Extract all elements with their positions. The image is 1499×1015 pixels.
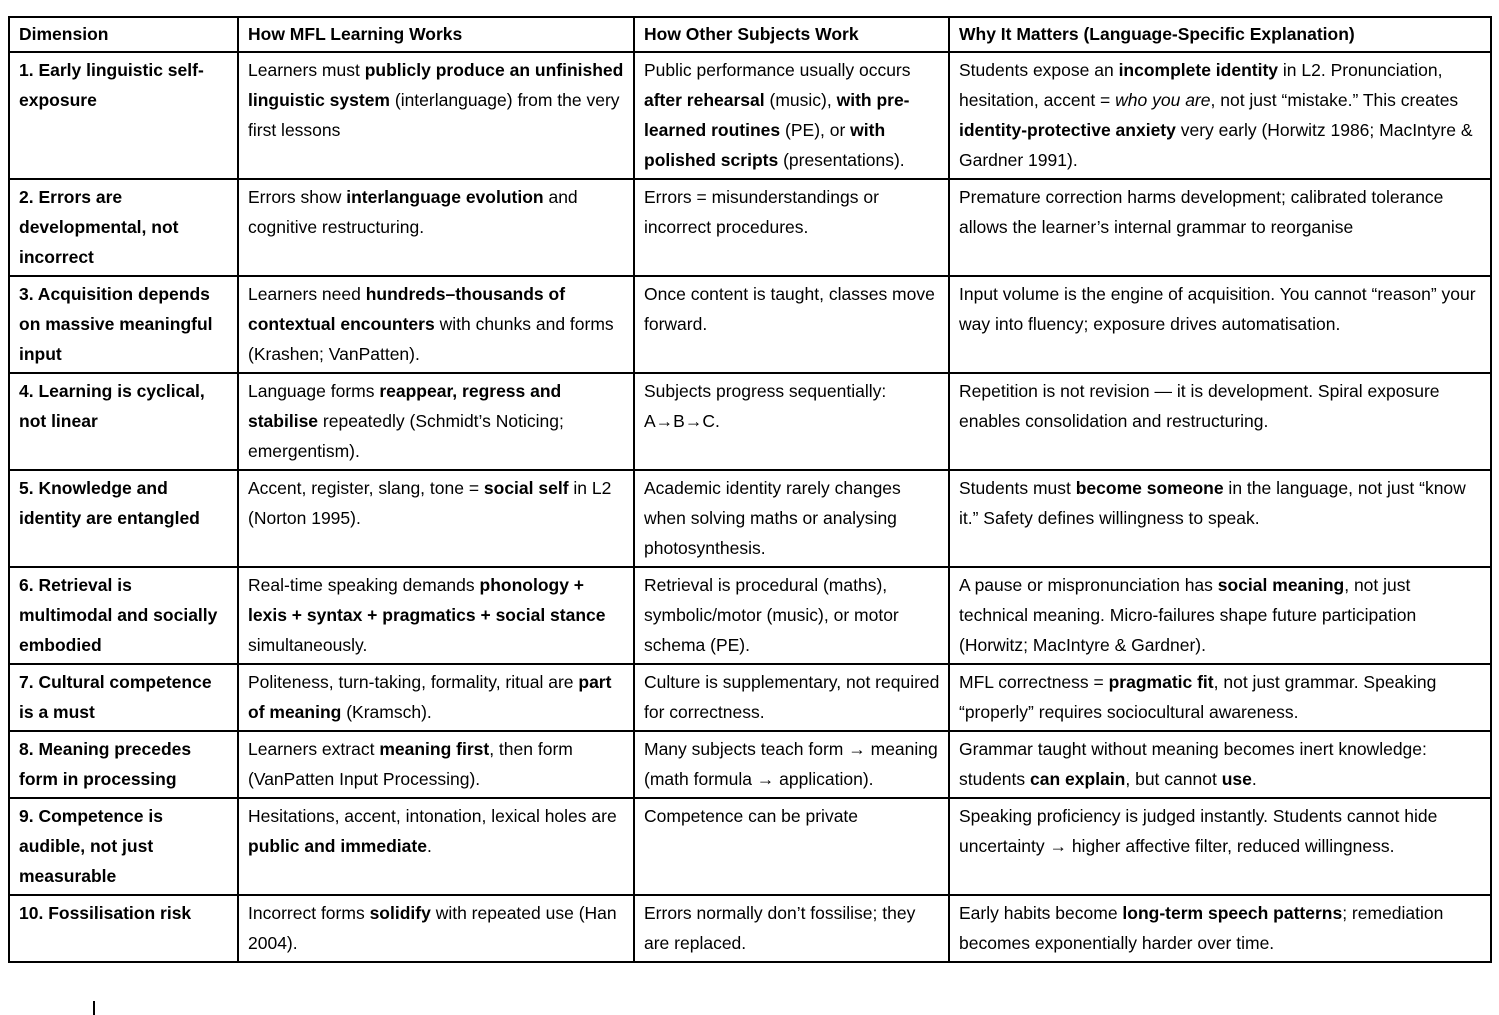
cell-mfl-learning: Learners must publicly produce an unfinished linguistic system (interlanguage) from the very first lessons bbox=[238, 52, 634, 179]
cell-dimension: 4. Learning is cyclical, not linear bbox=[9, 373, 238, 470]
cell-dimension: 9. Competence is audible, not just measurable bbox=[9, 798, 238, 895]
cell-dimension: 1. Early linguistic self-exposure bbox=[9, 52, 238, 179]
column-header: How MFL Learning Works bbox=[238, 17, 634, 52]
text-cursor[interactable] bbox=[93, 1001, 95, 1015]
table-body bbox=[9, 52, 1491, 962]
cell-other-subjects: Many subjects teach form → meaning (math formula → application). bbox=[634, 731, 949, 798]
cell-other-subjects: Competence can be private bbox=[634, 798, 949, 895]
cell-why-it-matters: A pause or mispronunciation has social meaning, not just technical meaning. Micro-failures shape future participation (Horwitz; MacIntyre & Gardner). bbox=[949, 567, 1491, 664]
cell-mfl-learning: Learners need hundreds–thousands of contextual encounters with chunks and forms (Krashen; VanPatten). bbox=[238, 276, 634, 373]
table-row bbox=[9, 731, 1491, 798]
cell-why-it-matters: Premature correction harms development; calibrated tolerance allows the learner’s internal grammar to reorganise bbox=[949, 179, 1491, 276]
table-row bbox=[9, 276, 1491, 373]
table-row bbox=[9, 567, 1491, 664]
cell-other-subjects: Subjects progress sequentially: A→B→C. bbox=[634, 373, 949, 470]
cell-mfl-learning: Real-time speaking demands phonology + lexis + syntax + pragmatics + social stance simultaneously. bbox=[238, 567, 634, 664]
cell-why-it-matters: MFL correctness = pragmatic fit, not just grammar. Speaking “properly” requires sociocultural awareness. bbox=[949, 664, 1491, 731]
table-row bbox=[9, 179, 1491, 276]
cell-dimension: 3. Acquisition depends on massive meaningful input bbox=[9, 276, 238, 373]
column-header: Dimension bbox=[9, 17, 238, 52]
comparison-table bbox=[8, 16, 1492, 963]
table-row bbox=[9, 470, 1491, 567]
column-header: Why It Matters (Language-Specific Explanation) bbox=[949, 17, 1491, 52]
cell-why-it-matters: Input volume is the engine of acquisition. You cannot “reason” your way into fluency; exposure drives automatisation. bbox=[949, 276, 1491, 373]
cell-other-subjects: Once content is taught, classes move forward. bbox=[634, 276, 949, 373]
cell-other-subjects: Academic identity rarely changes when solving maths or analysing photosynthesis. bbox=[634, 470, 949, 567]
cell-dimension: 7. Cultural competence is a must bbox=[9, 664, 238, 731]
cell-mfl-learning: Politeness, turn-taking, formality, ritual are part of meaning (Kramsch). bbox=[238, 664, 634, 731]
cell-why-it-matters: Students expose an incomplete identity in L2. Pronunciation, hesitation, accent = who you are, not just “mistake.” This creates identity-protective anxiety very early (Horwitz 1986; MacIntyre & Gardner 1991). bbox=[949, 52, 1491, 179]
table-row bbox=[9, 895, 1491, 962]
cell-mfl-learning: Errors show interlanguage evolution and cognitive restructuring. bbox=[238, 179, 634, 276]
cell-other-subjects: Retrieval is procedural (maths), symbolic/motor (music), or motor schema (PE). bbox=[634, 567, 949, 664]
cell-mfl-learning: Accent, register, slang, tone = social self in L2 (Norton 1995). bbox=[238, 470, 634, 567]
cell-dimension: 6. Retrieval is multimodal and socially embodied bbox=[9, 567, 238, 664]
cell-why-it-matters: Speaking proficiency is judged instantly. Students cannot hide uncertainty → higher affective filter, reduced willingness. bbox=[949, 798, 1491, 895]
table-row bbox=[9, 664, 1491, 731]
table-row bbox=[9, 52, 1491, 179]
table-row bbox=[9, 373, 1491, 470]
cell-why-it-matters: Grammar taught without meaning becomes inert knowledge: students can explain, but cannot use. bbox=[949, 731, 1491, 798]
column-header: How Other Subjects Work bbox=[634, 17, 949, 52]
cell-dimension: 5. Knowledge and identity are entangled bbox=[9, 470, 238, 567]
cell-mfl-learning: Hesitations, accent, intonation, lexical holes are public and immediate. bbox=[238, 798, 634, 895]
table-row bbox=[9, 798, 1491, 895]
cell-other-subjects: Errors = misunderstandings or incorrect procedures. bbox=[634, 179, 949, 276]
cell-mfl-learning: Learners extract meaning first, then form (VanPatten Input Processing). bbox=[238, 731, 634, 798]
cell-mfl-learning: Incorrect forms solidify with repeated use (Han 2004). bbox=[238, 895, 634, 962]
cell-dimension: 8. Meaning precedes form in processing bbox=[9, 731, 238, 798]
cell-dimension: 2. Errors are developmental, not incorrect bbox=[9, 179, 238, 276]
cell-other-subjects: Errors normally don’t fossilise; they are replaced. bbox=[634, 895, 949, 962]
cell-other-subjects: Public performance usually occurs after rehearsal (music), with pre-learned routines (PE), or with polished scripts (presentations). bbox=[634, 52, 949, 179]
cell-why-it-matters: Early habits become long-term speech patterns; remediation becomes exponentially harder over time. bbox=[949, 895, 1491, 962]
cell-why-it-matters: Students must become someone in the language, not just “know it.” Safety defines willingness to speak. bbox=[949, 470, 1491, 567]
cell-mfl-learning: Language forms reappear, regress and stabilise repeatedly (Schmidt’s Noticing; emergentism). bbox=[238, 373, 634, 470]
cell-other-subjects: Culture is supplementary, not required for correctness. bbox=[634, 664, 949, 731]
cell-dimension: 10. Fossilisation risk bbox=[9, 895, 238, 962]
header-row bbox=[9, 17, 1491, 52]
cell-why-it-matters: Repetition is not revision — it is development. Spiral exposure enables consolidation and restructuring. bbox=[949, 373, 1491, 470]
